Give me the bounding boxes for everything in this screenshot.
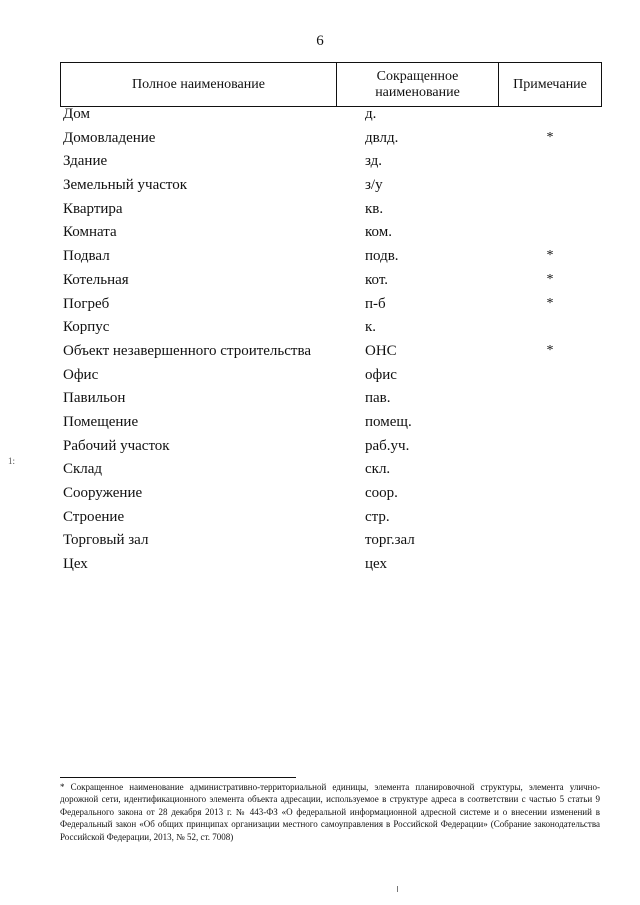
header-note: Примечание: [499, 63, 602, 107]
table-row: [0, 387, 640, 411]
cell-short-name: к.: [365, 319, 377, 336]
cell-short-name: помещ.: [365, 413, 412, 430]
cell-short-name: торг.зал: [365, 532, 415, 549]
cell-full-name: Строение: [63, 508, 125, 525]
cell-short-name: ком.: [365, 224, 392, 241]
header-short-name-line1: Сокращенное: [376, 68, 459, 84]
cell-short-name: пав.: [365, 390, 391, 407]
table-row: [0, 529, 640, 553]
table-row: [0, 553, 640, 577]
table-row: [0, 364, 640, 388]
abbreviation-table-header: [60, 62, 602, 107]
table-row: [0, 340, 640, 364]
cell-full-name: Сооружение: [63, 485, 143, 501]
cell-short-name: двлд.: [365, 129, 399, 146]
table-row: [0, 174, 640, 198]
cell-short-name: скл.: [365, 461, 391, 478]
cell-note: *: [546, 248, 554, 264]
table-row: [0, 411, 640, 435]
cell-full-name: Квартира: [63, 200, 123, 217]
cell-full-name: Погреб: [63, 295, 110, 312]
footnote-divider: [60, 777, 296, 778]
page-number: 6: [316, 33, 324, 49]
cell-full-name: Объект незавершенного строительства: [63, 342, 312, 359]
cell-short-name: зд.: [365, 153, 383, 170]
table-row: [0, 316, 640, 340]
cell-full-name: Земельный участок: [63, 177, 188, 194]
cell-full-name: Помещение: [63, 413, 139, 430]
cell-short-name: цех: [365, 556, 387, 573]
table-row: [0, 221, 640, 245]
cell-short-name: офис: [365, 366, 397, 383]
cell-full-name: Домовладение: [63, 129, 156, 146]
cell-short-name: п-б: [365, 295, 386, 312]
scan-mark: [397, 886, 398, 892]
table-row: [0, 482, 640, 506]
cell-full-name: Офис: [63, 366, 99, 383]
table-row: [0, 269, 640, 293]
cell-full-name: Торговый зал: [63, 532, 149, 549]
cell-full-name: Цех: [63, 556, 88, 573]
table-row: [0, 293, 640, 317]
cell-full-name: Рабочий участок: [63, 437, 170, 454]
cell-full-name: Котельная: [63, 271, 129, 288]
header-short-name-line2: наименование: [375, 84, 460, 100]
cell-full-name: Павильон: [63, 390, 126, 407]
cell-full-name: Подвал: [63, 248, 110, 265]
footnote: * Сокращенное наименование административно-территориальной единицы, элемента планировочной структуры, элемента улично-дорожной сети, идентификационного элемента объекта адресации, используемое в структуре адреса в соответствии с частью 5 статьи 9 Федерального закона от 28 декабря 2013 г. № 443-ФЗ «О федеральной информационной адресной системе и о внесении изменений в Федеральный закон «Об общих принципах организации местного самоуправления в Российской Федерации» (Собрание законодательства Российской Федерации, 2013, № 52, ст. 7008): [60, 782, 600, 842]
cell-short-name: кот.: [365, 271, 389, 288]
table-row: [0, 150, 640, 174]
table-row: [0, 245, 640, 269]
cell-note: *: [546, 342, 554, 358]
cell-short-name: з/у: [365, 177, 383, 194]
cell-short-name: д.: [365, 106, 377, 122]
cell-short-name: ОНС: [365, 342, 397, 359]
table-row: [0, 506, 640, 530]
cell-full-name: Комната: [63, 224, 117, 241]
table-row: [0, 198, 640, 222]
cell-short-name: стр.: [365, 508, 390, 525]
cell-note: *: [546, 295, 554, 311]
cell-full-name: Дом: [63, 106, 90, 122]
cell-short-name: раб.уч.: [365, 437, 410, 454]
table-row: [0, 435, 640, 459]
table-row: [0, 127, 640, 151]
cell-short-name: соор.: [365, 485, 398, 501]
margin-mark: 1:: [8, 456, 16, 466]
cell-short-name: кв.: [365, 200, 384, 217]
abbreviation-table-body: [0, 103, 640, 577]
header-full-name: Полное наименование: [61, 63, 337, 107]
cell-full-name: Корпус: [63, 319, 110, 336]
cell-full-name: Здание: [63, 153, 108, 170]
table-row: [0, 103, 640, 127]
cell-note: *: [546, 129, 554, 145]
cell-full-name: Склад: [63, 461, 103, 478]
header-short-name: [337, 63, 499, 107]
cell-short-name: подв.: [365, 248, 399, 265]
table-row: [0, 458, 640, 482]
cell-note: *: [546, 271, 554, 287]
